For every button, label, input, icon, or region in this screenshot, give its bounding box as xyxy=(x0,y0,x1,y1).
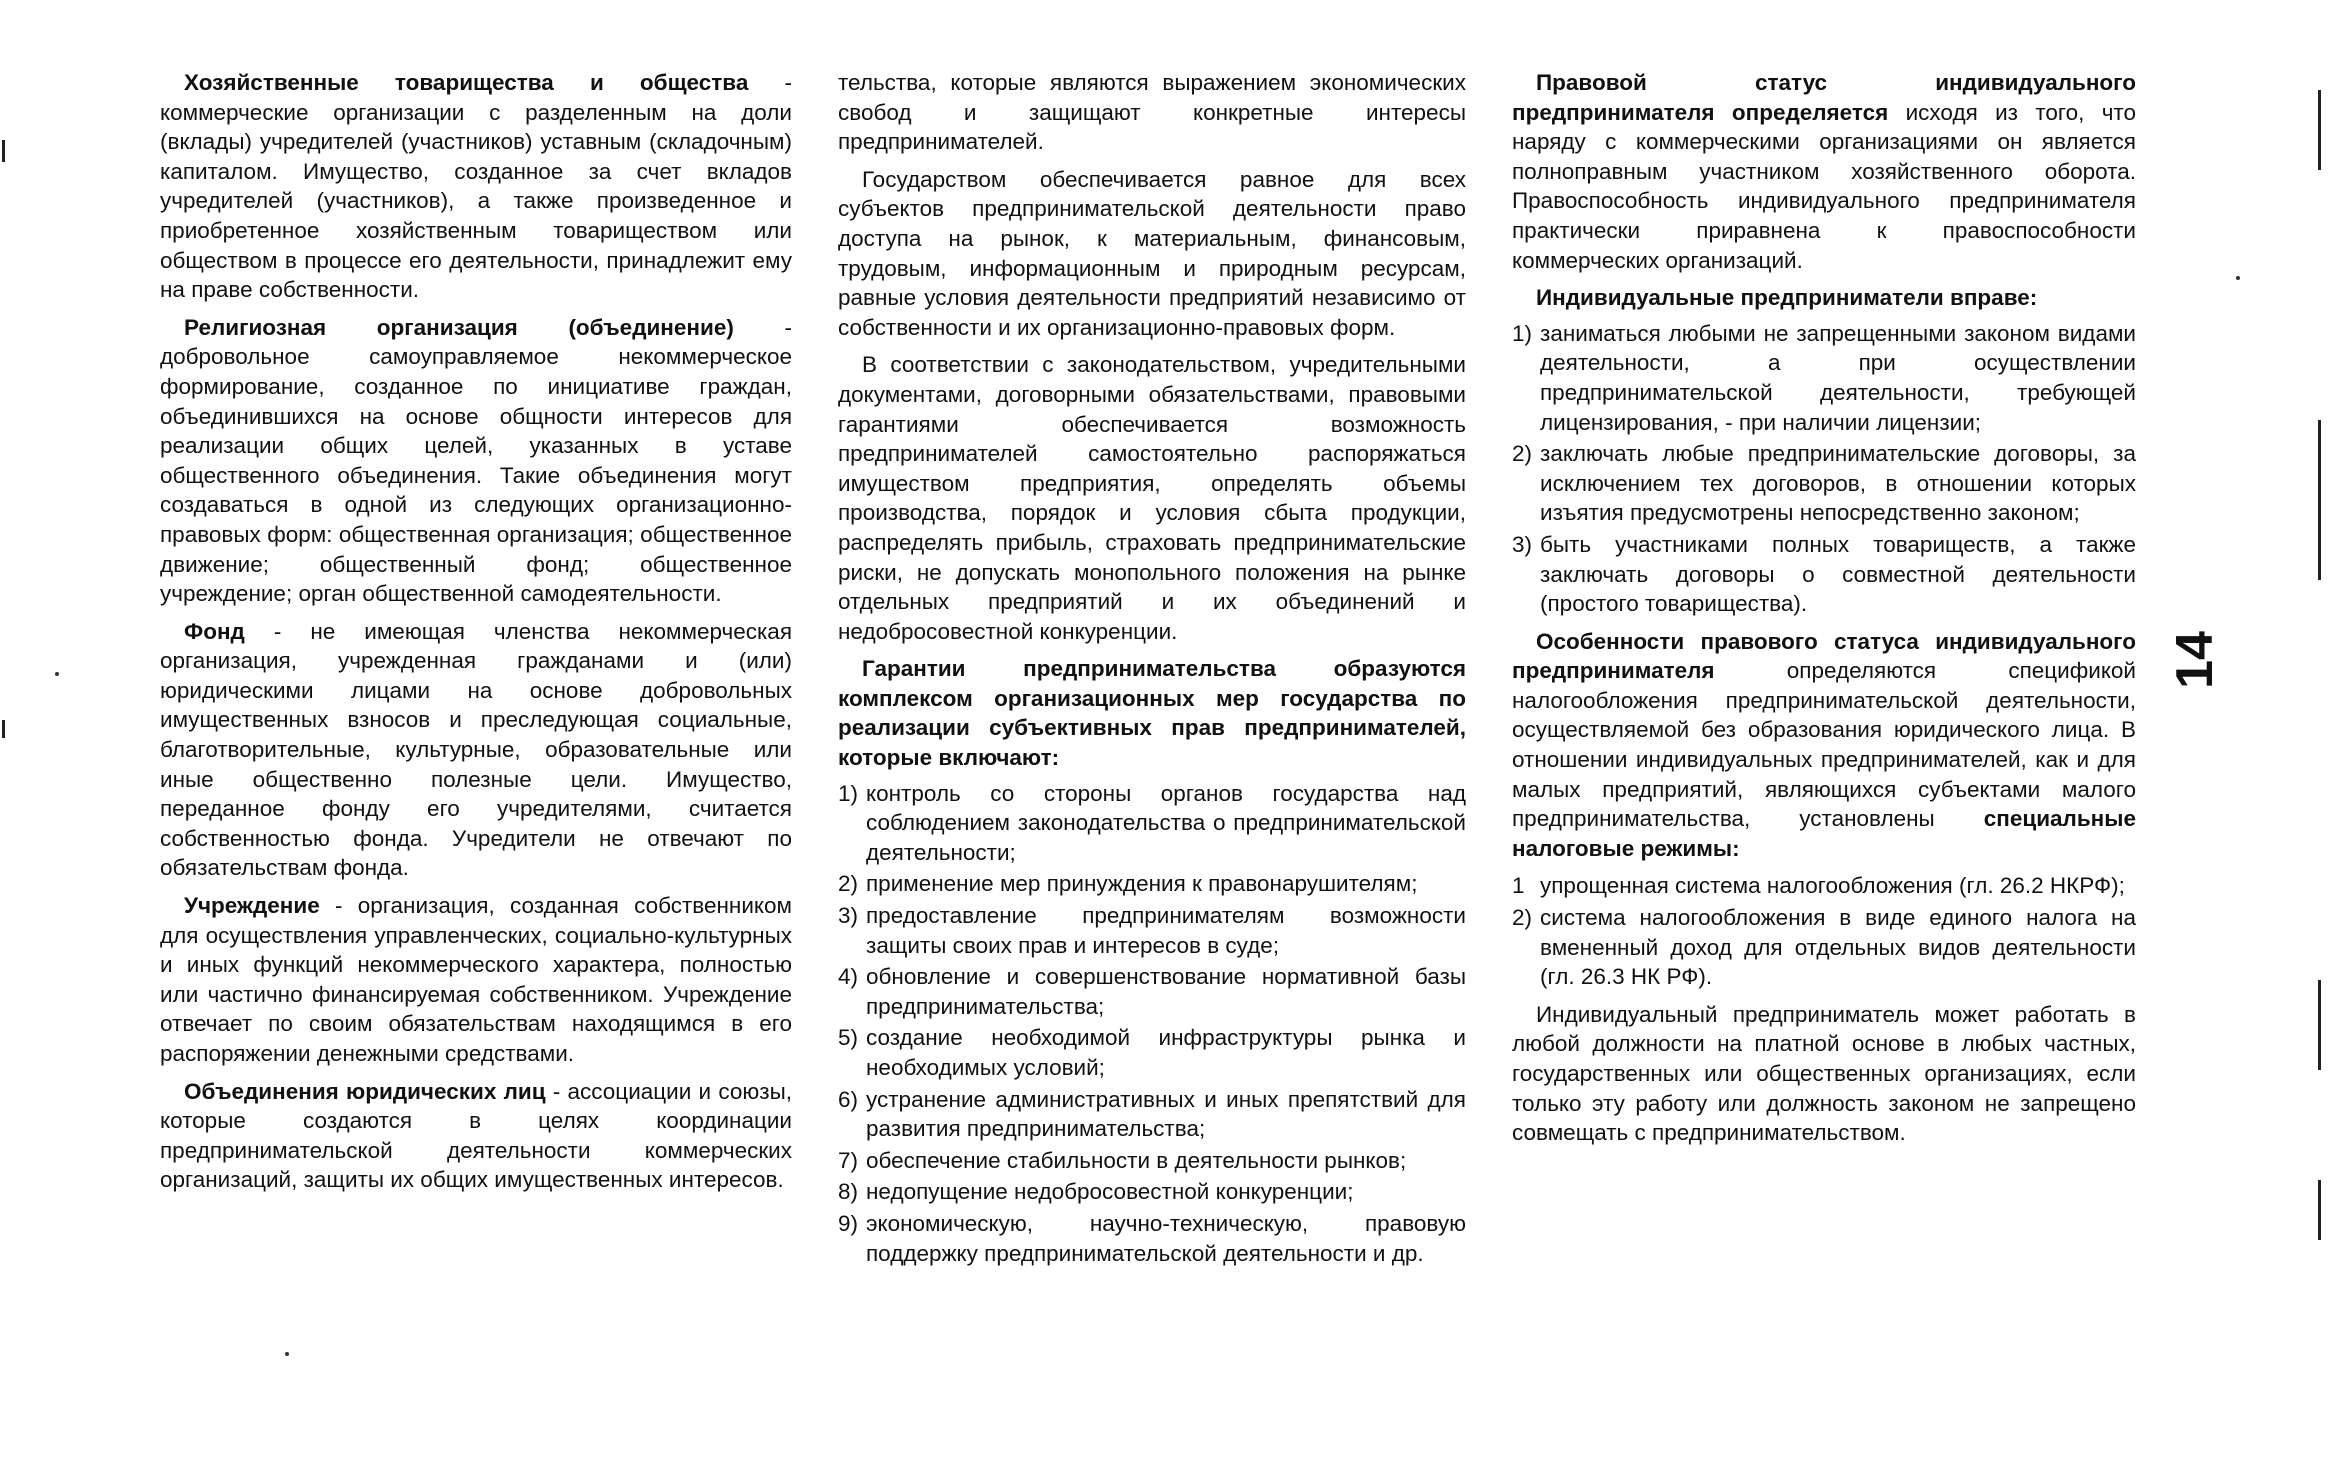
heading-entrepreneur-rights: Индивидуальные предприниматели вправе: xyxy=(1536,285,2038,311)
scan-speck xyxy=(285,1352,289,1356)
list-item xyxy=(838,901,1466,960)
list-item-number: 9) xyxy=(838,1210,859,1236)
list-item xyxy=(1512,530,2136,619)
list-item-number: 1) xyxy=(838,780,859,806)
list-item-number: 1 xyxy=(1512,873,1525,899)
scan-edge-mark xyxy=(2318,980,2321,1070)
list-item-text: контроль со стороны органов государства над соблюдением законодательства о предпринимательской деятельности; xyxy=(866,780,1466,865)
list-item-text: обновление и совершенствование нормативной базы предпринимательства; xyxy=(866,964,1466,1019)
paragraph-continuation: тельства, которые являются выражением экономических свобод и защищают конкретные интересы предпринимателей. xyxy=(838,70,1466,155)
list-item xyxy=(1512,871,2136,901)
page-number: 14 xyxy=(2166,631,2224,689)
list-item-number: 7) xyxy=(838,1147,859,1173)
list-item xyxy=(838,1085,1466,1144)
list-item-text: обеспечение стабильности в деятельности рынков; xyxy=(866,1147,1407,1173)
term-legal-status: Правовой статус индивидуального предпринимателя определяется xyxy=(1512,70,2136,125)
list-item xyxy=(838,962,1466,1021)
definition-business-partnerships: - коммерческие организации с разделенным на доли (вклады) учредителей (участников) уставным (складочным) капиталом. Имущество, созданное за счет вкладов учредителей (участников), а также произведенное и приобретенное хозяйственным товариществом или обществом в процессе его деятельности, принадлежит ему на праве собственности. xyxy=(160,70,792,303)
paragraph-institution xyxy=(160,891,792,1069)
scan-edge-mark xyxy=(2,140,5,162)
list-tax-regimes xyxy=(1512,871,2136,991)
list-item-number: 4) xyxy=(838,964,859,990)
scan-speck xyxy=(2236,276,2240,280)
paragraph-fund xyxy=(160,617,792,883)
list-item xyxy=(838,779,1466,868)
definition-fund: - не имеющая членства некоммерческая организация, учрежденная гражданами и (или) юридическими лицами на основе добровольных имущественных взносов и преследующая социальные, благотворительные, культурные, образовательные или иные общественно полезные цели. Имущество, переданное фонду его учредителями, считается собственностью фонда. Учредители не отвечают по обязательствам фонда. xyxy=(160,618,792,881)
definition-status-features: определяются спецификой налогообложения предпринимательской деятельности, осуществляемой без образования юридического лица. В отношении индивидуальных предпринимателей, как и для малых предприятий, являющихся субъектами малого предпринимательства, установлены xyxy=(1512,658,2136,832)
list-item-text: экономическую, научно-техническую, правовую поддержку предпринимательской деятельности и др. xyxy=(866,1210,1466,1266)
list-item xyxy=(838,869,1466,899)
list-entrepreneur-rights xyxy=(1512,319,2136,619)
list-item-number: 3) xyxy=(838,903,859,929)
heading-guarantees: Гарантии предпринимательства образуются комплексом организационных мер государства по реализации субъективных прав предпринимателей, которые включают: xyxy=(838,656,1466,771)
definition-legal-associations: - ассоциации и союзы, которые создаются в целях координации предпринимательской деятельности коммерческих организаций, защиты их общих имущественных интересов. xyxy=(160,1078,792,1193)
term-legal-associations: Объединения юридических лиц xyxy=(184,1078,546,1104)
term-special-tax-regimes: специальные налоговые режимы: xyxy=(1512,806,2136,861)
column-right xyxy=(1512,68,2136,1156)
list-item xyxy=(838,1209,1466,1268)
list-item-number: 2) xyxy=(1512,905,1533,931)
paragraph-religious-org xyxy=(160,313,792,609)
paragraph-legal-status xyxy=(1512,68,2136,275)
list-item-number: 2) xyxy=(838,871,859,897)
paragraph-business-partnerships xyxy=(160,68,792,305)
list-item xyxy=(838,1146,1466,1176)
paragraph-equal-access: Государством обеспечивается равное для всех субъектов предпринимательской деятельности право доступа на рынок, к материальным, финансовым, трудовым, информационным и природным ресурсам, равные условия деятельности предприятий независимо от собственности и их организационно-правовых форм. xyxy=(838,166,1466,340)
scan-speck xyxy=(55,672,59,676)
list-item-text: быть участниками полных товариществ, а также заключать договоры о совместной деятельности (простого товарищества). xyxy=(1540,531,2136,617)
scan-edge-mark xyxy=(2318,420,2321,580)
list-item-text: устранение административных и иных препятствий для развития предпринимательства; xyxy=(866,1086,1466,1142)
list-guarantees xyxy=(838,779,1466,1269)
paragraph-employment: Индивидуальный предприниматель может работать в любой должности на платной основе в любых частных, государственных или общественных организациях, если только эту работу или должность законом не запрещено совмещать с предпринимательством. xyxy=(1512,1001,2136,1146)
definition-legal-status: исходя из того, что наряду с коммерческими организациями он является полноправным участником хозяйственного оборота. Правоспособность индивидуального предпринимателя практически приравнена к правоспособности коммерческих организаций. xyxy=(1512,99,2136,273)
list-item xyxy=(838,1177,1466,1207)
list-item-number: 8) xyxy=(838,1179,859,1205)
scan-edge-mark xyxy=(2318,1180,2321,1240)
list-item-text: упрощенная система налогообложения (гл. 26.2 НКРФ); xyxy=(1540,873,2125,899)
list-item xyxy=(1512,319,2136,437)
scan-edge-mark xyxy=(2,720,5,738)
paragraph-status-features xyxy=(1512,627,2136,864)
definition-institution: - организация, созданная собственником для осуществления управленческих, социально-культурных и иных функций некоммерческого характера, полностью или частично финансируемая собственником. Учреждение отвечает по своим обязательствам находящимся в его распоряжении денежными средствами. xyxy=(160,893,792,1066)
list-item-number: 3) xyxy=(1512,531,1533,557)
list-item-text: недопущение недобросовестной конкуренции; xyxy=(866,1179,1354,1205)
list-item-text: предоставление предпринимателям возможности защиты своих прав и интересов в суде; xyxy=(866,903,1466,958)
paragraph-legislation: В соответствии с законодательством, учредительными документами, договорными обязательствами, правовыми гарантиями обеспечивается возможность предпринимателей самостоятельно распоряжаться имуществом предприятия, определять объемы производства, порядок и условия сбыта продукции, распределять прибыль, страховать предпринимательские риски, не допускать монопольного положения на рынке отдельных предприятий и их объединений и недобросовестной конкуренции. xyxy=(838,352,1466,644)
definition-religious-org: - добровольное самоуправляемое некоммерческое формирование, созданное по инициативе граждан, объединившихся на основе общности интересов для реализации общих целей, указанных в уставе общественного объединения. Такие объединения могут создаваться в одной из следующих организационно-правовых форм: общественная организация; общественное движение; общественный фонд; общественное учреждение; орган общественной самодеятельности. xyxy=(160,314,792,607)
list-item-number: 1) xyxy=(1512,320,1533,346)
list-item-number: 5) xyxy=(838,1025,859,1051)
list-item-text: заключать любые предпринимательские договоры, за исключением тех договоров, в отношении которых изъятия предусмотрены непосредственно законом; xyxy=(1540,441,2136,526)
list-item-text: заниматься любыми не запрещенными законом видами деятельности, а при осуществлении предпринимательской деятельности, требующей лицензирования, - при наличии лицензии; xyxy=(1540,320,2136,435)
term-status-features: Особенности правового статуса индивидуального предпринимателя xyxy=(1512,628,2136,684)
column-left xyxy=(160,68,792,1203)
column-middle xyxy=(838,68,1466,1276)
term-institution: Учреждение xyxy=(184,893,320,919)
list-item-text: применение мер принуждения к правонарушителям; xyxy=(866,871,1418,897)
term-business-partnerships: Хозяйственные товарищества и общества xyxy=(184,70,749,95)
list-item-number: 2) xyxy=(1512,441,1533,467)
list-item xyxy=(838,1023,1466,1082)
scan-edge-mark xyxy=(2318,90,2321,170)
list-item-number: 6) xyxy=(838,1086,859,1112)
list-item-text: система налогообложения в виде единого налога на вмененный доход для отдельных видов деятельности (гл. 26.3 НК РФ). xyxy=(1540,905,2136,990)
term-fund: Фонд xyxy=(184,618,245,644)
list-item xyxy=(1512,439,2136,528)
list-item xyxy=(1512,903,2136,992)
paragraph-legal-associations xyxy=(160,1077,792,1195)
term-religious-org: Религиозная организация (объединение) xyxy=(184,314,734,340)
list-item-text: создание необходимой инфраструктуры рынка и необходимых условий; xyxy=(866,1025,1466,1080)
